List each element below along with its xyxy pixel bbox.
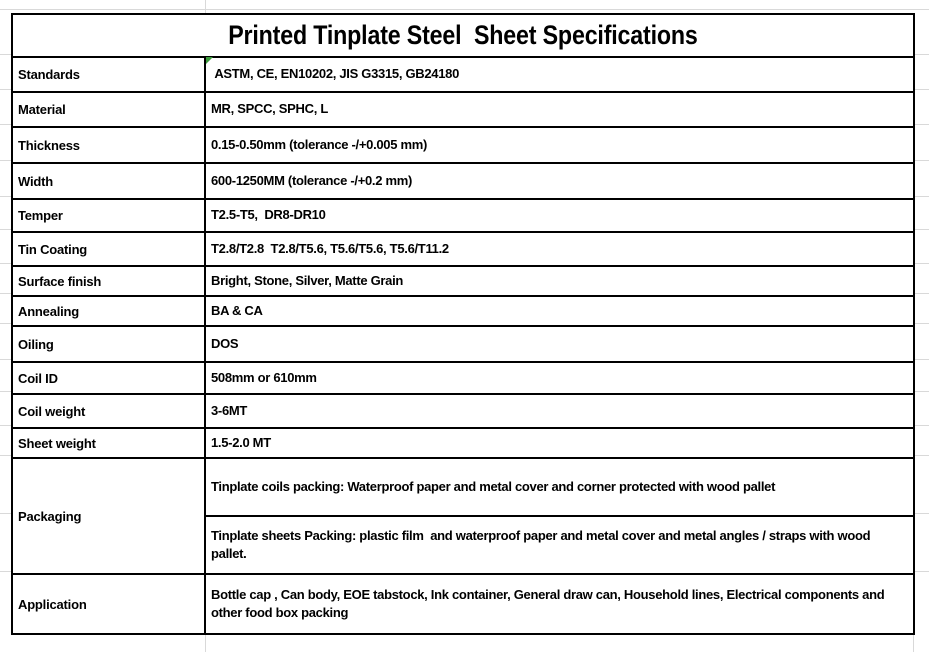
spec-label-annealing: Annealing [12, 296, 205, 326]
table-row-standards [12, 57, 914, 92]
spec-value-packaging-coils: Tinplate coils packing: Waterproof paper and metal cover and corner protected with wood pallet [205, 458, 914, 516]
table-row-application [12, 574, 914, 634]
gridline [0, 293, 11, 294]
gridline [915, 293, 929, 294]
gridline [0, 425, 11, 426]
gridline [915, 455, 929, 456]
gridline [915, 89, 929, 90]
spec-label-thickness: Thickness [12, 127, 205, 163]
spec-label-application: Application [12, 574, 205, 634]
spec-label-coil-id: Coil ID [12, 362, 205, 394]
spec-value-packaging-sheets: Tinplate sheets Packing: plastic film and waterproof paper and metal cover and metal angles / straps with wood pallet. [205, 516, 914, 574]
spec-value-thickness: 0.15-0.50mm (tolerance -/+0.005 mm) [205, 127, 914, 163]
gridline [915, 513, 929, 514]
gridline [915, 571, 929, 572]
spec-value-application: Bottle cap , Can body, EOE tabstock, Ink container, General draw can, Household lines, Electrical components and other food box packing [205, 574, 914, 634]
spec-value-annealing: BA & CA [205, 296, 914, 326]
spec-label-tin-coating: Tin Coating [12, 232, 205, 266]
gridline [205, 633, 206, 652]
gridline [0, 196, 11, 197]
gridline [915, 263, 929, 264]
gridline [915, 229, 929, 230]
table-row-thickness [12, 127, 914, 163]
gridline [913, 633, 914, 652]
gridline [915, 359, 929, 360]
spec-value-tin-coating: T2.8/T2.8 T2.8/T5.6, T5.6/T5.6, T5.6/T11.2 [205, 232, 914, 266]
title-cell [12, 14, 914, 57]
spec-value-temper: T2.5-T5, DR8-DR10 [205, 199, 914, 232]
gridline [0, 391, 11, 392]
spec-label-width: Width [12, 163, 205, 199]
table-row-material [12, 92, 914, 127]
spec-value-coil-id: 508mm or 610mm [205, 362, 914, 394]
spec-value-material: MR, SPCC, SPHC, L [205, 92, 914, 127]
table-row-sheet-weight [12, 428, 914, 458]
table-row-packaging-coils [12, 458, 914, 516]
spec-value-standards: ASTM, CE, EN10202, JIS G3315, GB24180 [205, 57, 914, 92]
gridline [915, 323, 929, 324]
spec-label-packaging: Packaging [12, 458, 205, 574]
spec-table [11, 13, 915, 635]
spec-value-surface-finish: Bright, Stone, Silver, Matte Grain [205, 266, 914, 296]
gridline [205, 0, 206, 13]
title-row [12, 14, 914, 57]
gridline [0, 263, 11, 264]
gridline [0, 229, 11, 230]
cell-comment-indicator-icon [206, 57, 213, 64]
gridline [915, 425, 929, 426]
gridline [915, 196, 929, 197]
gridline [0, 359, 11, 360]
gridline [0, 124, 11, 125]
spec-value-sheet-weight: 1.5-2.0 MT [205, 428, 914, 458]
spec-label-oiling: Oiling [12, 326, 205, 362]
spec-label-sheet-weight: Sheet weight [12, 428, 205, 458]
table-row-coil-id [12, 362, 914, 394]
spec-label-standards: Standards [12, 57, 205, 92]
table-row-oiling [12, 326, 914, 362]
spec-value-coil-weight: 3-6MT [205, 394, 914, 428]
table-row-width [12, 163, 914, 199]
spec-value-width: 600-1250MM (tolerance -/+0.2 mm) [205, 163, 914, 199]
page-title: Printed Tinplate Steel Sheet Specifications [228, 20, 698, 50]
table-row-annealing [12, 296, 914, 326]
spec-label-material: Material [12, 92, 205, 127]
spec-label-temper: Temper [12, 199, 205, 232]
gridline [0, 323, 11, 324]
gridline [0, 54, 11, 55]
table-row-tin-coating [12, 232, 914, 266]
gridline [915, 54, 929, 55]
gridline [915, 124, 929, 125]
gridline [0, 571, 11, 572]
gridline [915, 391, 929, 392]
spec-label-surface-finish: Surface finish [12, 266, 205, 296]
spec-value-oiling: DOS [205, 326, 914, 362]
table-row-surface-finish [12, 266, 914, 296]
gridline [915, 160, 929, 161]
gridline [0, 455, 11, 456]
table-row-temper [12, 199, 914, 232]
gridline [0, 160, 11, 161]
table-row-coil-weight [12, 394, 914, 428]
gridline [0, 513, 11, 514]
spec-label-coil-weight: Coil weight [12, 394, 205, 428]
gridline [0, 89, 11, 90]
gridline [0, 9, 929, 10]
